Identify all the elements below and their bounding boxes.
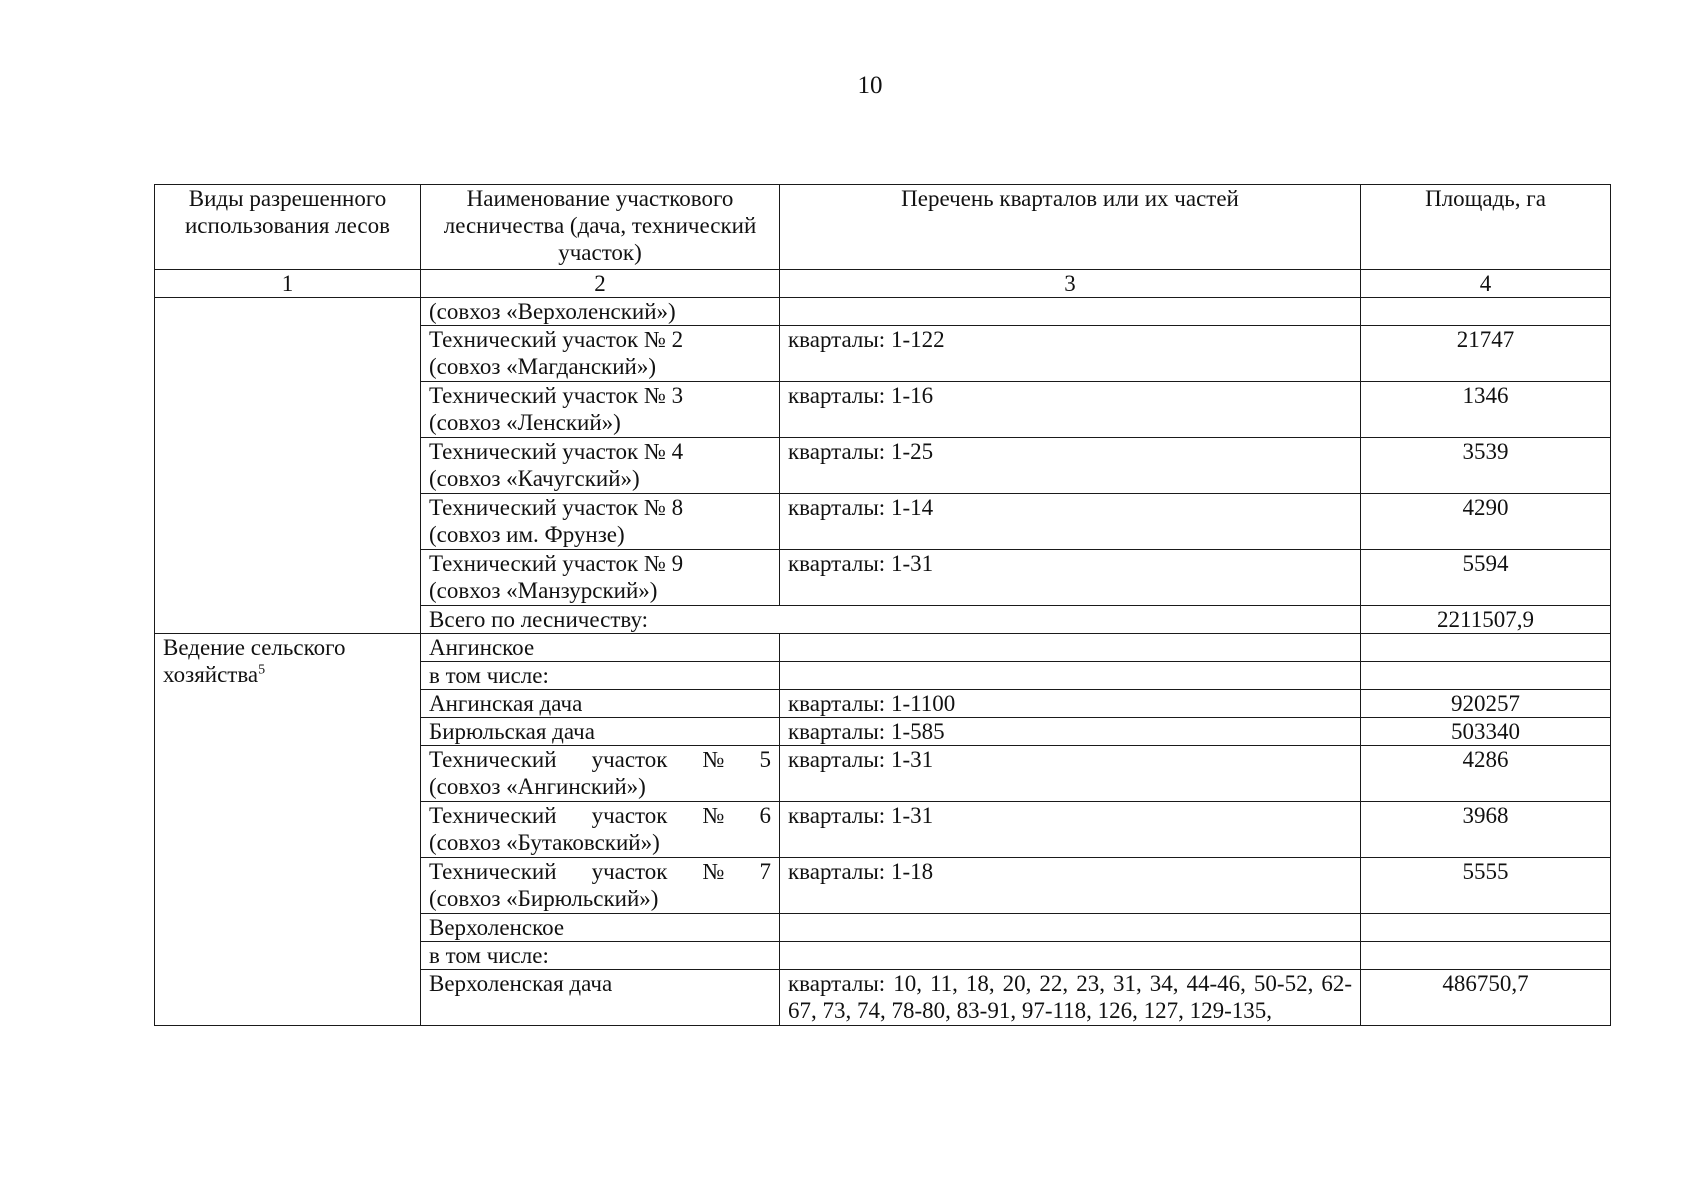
quarters-cell: кварталы: 1-18 — [780, 858, 1361, 914]
forestry-name-cell — [421, 802, 780, 858]
forestry-name-line: в том числе: — [429, 943, 549, 968]
forestry-name-cell — [421, 718, 780, 746]
word: № — [702, 803, 725, 828]
forestry-name-line: Технический участок № 4 — [429, 439, 684, 464]
forestry-name-line: (совхоз «Манзурский») — [429, 578, 658, 603]
column-number: 1 — [155, 270, 421, 298]
quarters-cell — [780, 914, 1361, 942]
word: Технический — [429, 803, 557, 828]
area-cell — [1361, 942, 1611, 970]
word: Технический — [429, 747, 557, 772]
forest-use-table — [154, 184, 1611, 1026]
page-number: 10 — [857, 72, 883, 99]
area-cell: 1346 — [1361, 382, 1611, 438]
forestry-name-line — [429, 802, 771, 829]
quarters-cell: кварталы: 1-31 — [780, 550, 1361, 606]
forestry-name-cell — [421, 662, 780, 690]
area-cell: 3539 — [1361, 438, 1611, 494]
column-number: 2 — [421, 270, 780, 298]
quarters-cell: кварталы: 10, 11, 18, 20, 22, 23, 31, 34, 44-46, 50-52, 62-67, 73, 74, 78-80, 83-91, 97-118, 126, 127, 129-135, — [780, 970, 1361, 1026]
forestry-name-cell — [421, 914, 780, 942]
forestry-name-line: (совхоз «Бутаковский») — [429, 830, 660, 855]
forestry-name-line: (совхоз «Верхоленский») — [429, 299, 676, 324]
forestry-name-line: в том числе: — [429, 663, 549, 688]
word: участок — [591, 859, 668, 884]
area-cell — [1361, 662, 1611, 690]
forestry-name-cell — [421, 746, 780, 802]
header-row — [155, 185, 1611, 270]
forestry-name-line: Ангинское — [429, 635, 535, 660]
forestry-name-line: Технический участок № 2 — [429, 327, 684, 352]
table-row — [155, 634, 1611, 662]
forestry-name-line: Технический участок № 8 — [429, 495, 684, 520]
total-area: 2211507,9 — [1361, 606, 1611, 634]
forestry-name-line — [429, 858, 771, 885]
total-label: Всего по лесничеству: — [421, 606, 1361, 634]
area-cell — [1361, 634, 1611, 662]
area-cell: 4286 — [1361, 746, 1611, 802]
forestry-name-cell — [421, 326, 780, 382]
area-cell — [1361, 298, 1611, 326]
quarters-cell: кварталы: 1-14 — [780, 494, 1361, 550]
word: участок — [591, 747, 668, 772]
footnote-mark: 5 — [258, 662, 266, 678]
quarters-cell — [780, 634, 1361, 662]
quarters-cell — [780, 662, 1361, 690]
area-cell: 920257 — [1361, 690, 1611, 718]
word: 6 — [759, 803, 771, 828]
forestry-name-cell — [421, 382, 780, 438]
area-cell: 21747 — [1361, 326, 1611, 382]
quarters-cell: кварталы: 1-25 — [780, 438, 1361, 494]
forestry-name-cell — [421, 942, 780, 970]
quarters-cell: кварталы: 1-585 — [780, 718, 1361, 746]
forestry-name-line: Бирюльская дача — [429, 719, 595, 744]
header-col-1: Виды разрешенного использования лесов — [155, 185, 421, 270]
use-type-cell — [155, 634, 421, 1026]
area-cell: 5555 — [1361, 858, 1611, 914]
forestry-name-line: (совхоз им. Фрунзе) — [429, 522, 625, 547]
area-cell — [1361, 914, 1611, 942]
forestry-name-cell — [421, 298, 780, 326]
forestry-name-cell — [421, 494, 780, 550]
forestry-name-line — [429, 746, 771, 773]
quarters-cell: кварталы: 1-31 — [780, 746, 1361, 802]
column-number: 4 — [1361, 270, 1611, 298]
area-cell: 486750,7 — [1361, 970, 1611, 1026]
forestry-name-line: (совхоз «Магданский») — [429, 354, 657, 379]
area-cell: 4290 — [1361, 494, 1611, 550]
column-number: 3 — [780, 270, 1361, 298]
use-type-cell-continued — [155, 298, 421, 634]
word: 5 — [759, 747, 771, 772]
quarters-cell: кварталы: 1-31 — [780, 802, 1361, 858]
table-row — [155, 298, 1611, 326]
header-col-4: Площадь, га — [1361, 185, 1611, 270]
forestry-name-cell — [421, 634, 780, 662]
header-col-3: Перечень кварталов или их частей — [780, 185, 1361, 270]
word: участок — [591, 803, 668, 828]
forestry-name-line: Технический участок № 3 — [429, 383, 684, 408]
forestry-name-line: Верхоленское — [429, 915, 565, 940]
word: № — [702, 859, 725, 884]
word: 7 — [759, 859, 771, 884]
area-cell: 5594 — [1361, 550, 1611, 606]
quarters-cell: кварталы: 1-122 — [780, 326, 1361, 382]
quarters-cell: кварталы: 1-16 — [780, 382, 1361, 438]
word: Технический — [429, 859, 557, 884]
forestry-name-line: Верхоленская дача — [429, 971, 613, 996]
forestry-name-line: Технический участок № 9 — [429, 551, 684, 576]
column-number-row — [155, 270, 1611, 298]
forestry-name-cell — [421, 858, 780, 914]
quarters-cell: кварталы: 1-1100 — [780, 690, 1361, 718]
forestry-name-line: (совхоз «Бирюльский») — [429, 886, 659, 911]
forestry-name-cell — [421, 690, 780, 718]
quarters-cell — [780, 942, 1361, 970]
use-type-label: Ведение сельского хозяйства — [163, 635, 346, 687]
forestry-name-line: Ангинская дача — [429, 691, 583, 716]
area-cell: 3968 — [1361, 802, 1611, 858]
forestry-name-line: (совхоз «Ангинский») — [429, 774, 646, 799]
header-col-2: Наименование участкового лесничества (дача, технический участок) — [421, 185, 780, 270]
forestry-name-line: (совхоз «Ленский») — [429, 410, 621, 435]
forestry-name-line: (совхоз «Качугский») — [429, 466, 640, 491]
word: № — [702, 747, 725, 772]
forestry-name-cell — [421, 438, 780, 494]
area-cell: 503340 — [1361, 718, 1611, 746]
forestry-name-cell — [421, 970, 780, 1026]
forestry-name-cell — [421, 550, 780, 606]
quarters-cell — [780, 298, 1361, 326]
